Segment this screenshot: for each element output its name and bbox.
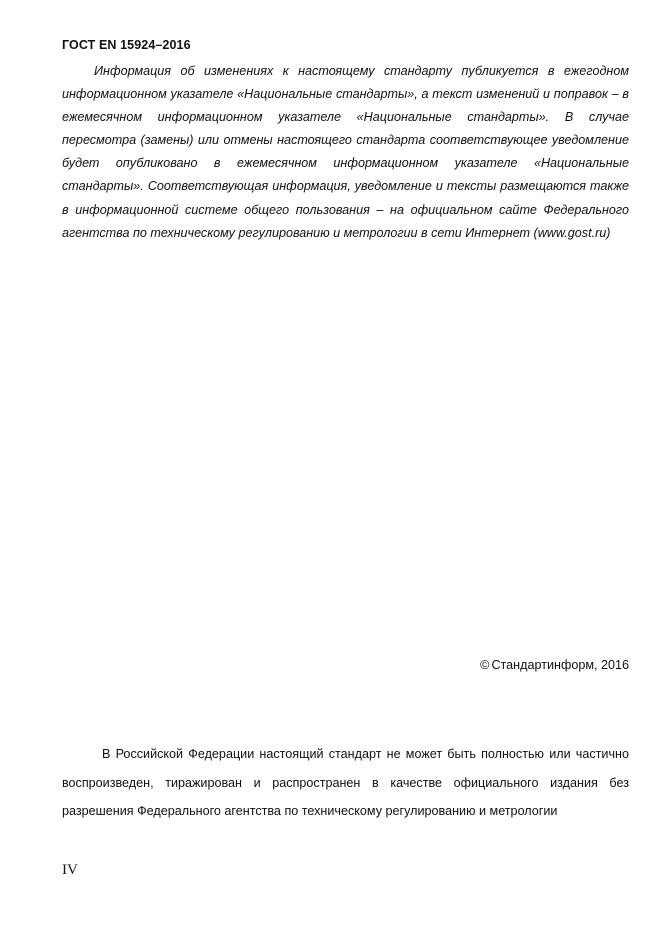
- document-code: ГОСТ EN 15924–2016: [62, 38, 191, 52]
- reproduction-rights-paragraph: В Российской Федерации настоящий стандарт не может быть полностью или частично воспроизведен, тиражирован и распространен в качестве официального издания без разрешения Федерального агентства по техническому регулированию и метрологии: [62, 747, 629, 818]
- publication-info-paragraph: Информация об изменениях к настоящему стандарту публикуется в ежегодном информационном указателе «Национальные стандарты», а текст изменений и поправок – в ежемесячном информационном указателе «Национальные стандарты». В случае пересмотра (замены) или отмены настоящего стандарта соответствующее уведомление будет опубликовано в ежемесячном информационном указателе «Национальные стандарты». Соответствующая информация, уведомление и тексты размещаются также в информационной системе общего пользования – на официальном сайте Федерального агентства по техническому регулированию и метрологии в сети Интернет (www.gost.ru): [62, 64, 629, 240]
- copyright-text: Стандартинформ, 2016: [491, 658, 629, 672]
- copyright-notice: [480, 658, 629, 672]
- page-number: IV: [62, 862, 78, 878]
- copyright-icon: ©: [480, 658, 490, 672]
